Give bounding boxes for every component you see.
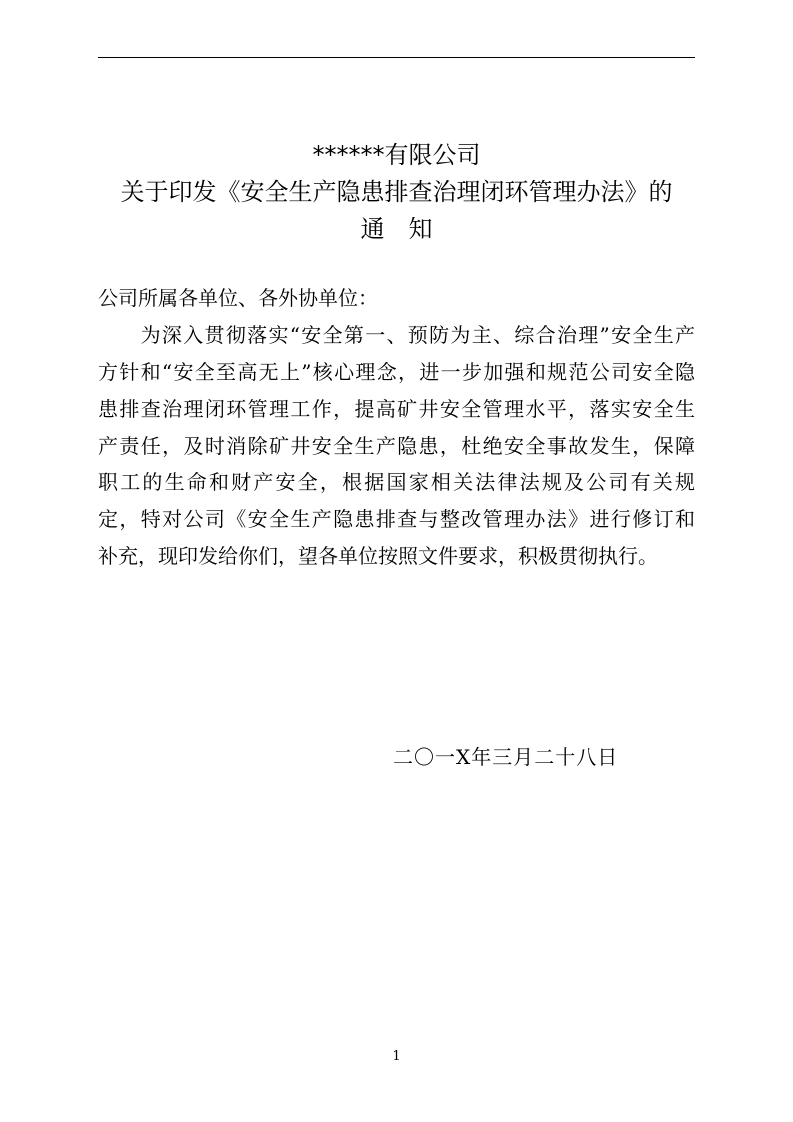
- body-line: 产责任，及时消除矿井安全生产隐患，杜绝安全事故发生，保障: [98, 434, 695, 458]
- page-number: 1: [392, 1049, 401, 1064]
- notice-heading: 通 知: [360, 215, 433, 243]
- issue-date: 二〇一X年三月二十八日: [393, 745, 619, 769]
- body-line: 为深入贯彻落实“安全第一、预防为主、综合治理”安全生产: [98, 323, 695, 347]
- body-line: 补充，现印发给你们，望各单位按照文件要求，积极贯彻执行。: [98, 544, 658, 568]
- body-line: 职工的生命和财产安全，根据国家相关法律法规及公司有关规: [98, 470, 695, 494]
- header-rule: [98, 57, 695, 58]
- document-title: 关于印发《安全生产隐患排查治理闭环管理办法》的: [120, 178, 673, 206]
- salutation: 公司所属各单位、各外协单位：: [98, 286, 378, 310]
- body-line: 定，特对公司《安全生产隐患排查与整改管理办法》进行修订和: [98, 507, 695, 531]
- body-line: 方针和“安全至高无上”核心理念，进一步加强和规范公司安全隐: [98, 360, 695, 384]
- body-line: 患排查治理闭环管理工作，提高矿井安全管理水平，落实安全生: [98, 397, 695, 421]
- company-name: ******有限公司: [312, 141, 481, 169]
